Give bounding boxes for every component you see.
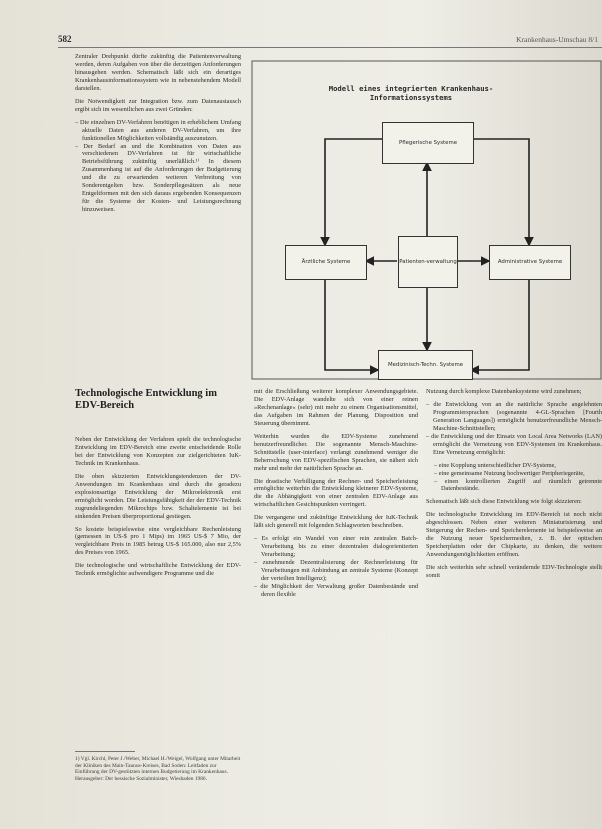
paragraph: Die technologische und wirtschaftliche Entwicklung der EDV-Technik ermöglichte aufwendigere Programme und die	[75, 562, 241, 578]
list-item: – zunehmende Dezentralisierung der Rechnerleistung für Verarbeitungen mit Anbindung an zentrale Systeme (Konzept der verteilten Intelligenz);	[254, 559, 418, 583]
sub-bullet-list	[426, 462, 602, 494]
list-item: – Es erfolgt ein Wandel von einer rein zentralen Batch-Verarbeitung bis zu einer dezentralen dialogorientierten Verarbeitung;	[254, 535, 418, 559]
paragraph: Die Notwendigkeit zur Integration bzw. zum Datenaustausch ergibt sich im wesentlichen aus zwei Gründen:	[75, 97, 241, 113]
list-item: – die Entwicklung und der Einsatz von Local Area Networks (LAN) ermöglicht die Vernetzung von EDV-Systemen im Krankenhaus. Eine Vernetzung ermöglicht:	[426, 432, 602, 456]
page-number: 582	[58, 34, 72, 44]
arrow-right-to-bottom	[471, 280, 529, 370]
arrow-top-to-right	[472, 139, 529, 245]
paragraph: Die drastische Verbilligung der Rechner- und Speicherleistung ermöglichte weiterhin die Entwicklung kleinerer EDV-Systeme, die die Abhängigkeit von einer zentralen EDV-Anlage aus wirtschaftlichen Gesichtspunkten verringert.	[254, 477, 418, 509]
figure-title-line: Informationssystems	[369, 93, 453, 102]
section-heading: Technologische Entwicklung im EDV-Bereich	[75, 388, 217, 411]
arrow-left-to-bottom	[325, 280, 378, 370]
box-administrative-systeme: Administrative Systeme	[489, 245, 571, 280]
bullet-list	[426, 401, 602, 457]
paragraph: Nutzung durch komplexe Datenbanksysteme wird zunehmen;	[426, 388, 582, 395]
paragraph: Schematisch läßt sich diese Entwicklung wie folgt skizzieren:	[426, 498, 582, 506]
paragraph: Die technologische Entwicklung im EDV-Bereich ist noch nicht abgeschlossen. Neben einer weiteren Miniaturisierung und Steigerung der Rechen- und Speicherelemente ist beispielsweise an die Nutzung neuer Speichermedien, z. B. der optischen Speicherplatten oder der Chipkarte, zu denken, die weitere Anwendungsmöglichkeiten eröffnen.	[426, 511, 602, 559]
paragraph: mit die Erschließung weiterer komplexer Anwendungsgebiete. Die EDV-Anlage wandelte sich von einer reinen »Rechenanlage« (sehr) mit mehr zu einem Organisationsmittel, das Aufgaben im Rahmen der Planung, Disposition und Steuerung übernimmt.	[254, 388, 418, 427]
list-item: – eine gemeinsame Nutzung hochwertiger Peripheriegeräte,	[434, 469, 585, 477]
list-item: – die Entwicklung von an die natürliche Sprache angelehnten Programmiersprachen (sogenannte 4-GL-Sprachen [Fourth Generation Languages]) ermöglicht benutzerfreundliche Mensch-Maschine-Schnittstellen;	[426, 400, 602, 432]
footnote: 1) Vgl. Kirchl, Peter J./Weber, Michael H./Weigel, Wolfgang unter Mitarbeit der Kliniken des Main-Taunus-Kreises, Bad Soden: Leitfaden zur Einführung der DV-gestützten internen Budgetierung im Krankenhaus. Herausgeber: Der hessische Sozialminister, Wiesbaden 1986.	[75, 756, 241, 782]
paragraph: Zentraler Drehpunkt dürfte zukünftig die Patientenverwaltung werden, deren Aufgaben von über die derzeitigen Anforderungen hinausgehen werden. Schematisch läßt sich ein derartiges Krankenhausinformationssystem wie in nebenstehendem Modell darstellen.	[75, 53, 241, 92]
paragraph: Die oben skizzierten Entwicklungstendenzen der DV-Anwendungen im Krankenhaus sind durch die geradezu explosionsartige Entwicklung der Mikroelektronik erst ermöglicht worden. Die Leistungsfähigkeit der der EDV-Technik zugrundeliegenden Mikrochips bzw. Schaltelemente ist bei sinkenden Preisen überproportional gestiegen.	[75, 472, 241, 520]
bullet-list	[75, 119, 241, 214]
paragraph: Neben der Entwicklung der Verfahren spielt die technologische Entwicklung im EDV-Bereich eine zweite entscheidende Rolle bei der Entwicklung von Konzepten zur zielgerichteten IuK-Technik im Krankenhaus.	[75, 436, 241, 467]
list-item: – die Möglichkeit der Verwaltung großer Datenbestände und deren flexible	[254, 582, 418, 598]
model-figure	[251, 60, 602, 380]
column-2	[254, 388, 418, 604]
box-aerztliche-systeme: Ärztliche Systeme	[285, 245, 367, 280]
footnote-rule	[75, 751, 135, 752]
figure-connectors	[251, 60, 602, 380]
paragraph: Die vergangene und zukünftige Entwicklung der IuK-Technik läßt sich generell mit folgenden Schlagworten beschreiben.	[254, 514, 418, 530]
box-pflegerische-systeme: Pflegerische Systeme	[382, 122, 474, 164]
figure-title	[291, 84, 531, 102]
list-item: – eine Kopplung unterschiedlicher DV-Systeme,	[434, 461, 557, 469]
box-patientenverwaltung: Patienten-verwaltung	[398, 236, 458, 288]
column-3	[426, 388, 602, 585]
list-item: – Die einzelnen DV-Verfahren benötigen in erheblichem Umfang aktuelle Daten aus anderen DV-Verfahren, um ihre funktionellen Möglichkeiten vollständig auszunutzen.	[75, 118, 241, 142]
column-1-upper	[75, 53, 241, 219]
list-item: – Der Bedarf an und die Kombination von Daten aus verschiedenen DV-Verfahren ist für wirtschaftliche Betriebsführung zukünftig unerläßlich.¹⁾ In diesem Zusammenhang ist auf die Anforderungen der Budgetierung und die zu erwartenden weiteren Verbreitung von Sonderentgelten bzw. Sonderpflegesätzen als neue Entgeltformen mit den sich daraus ergebenden Konsequenzen für die Systeme der Kosten- und Leistungsrechnung hinzuweisen.	[75, 142, 241, 214]
figure-title-line: Modell eines integrierten Krankenhaus-	[328, 84, 494, 93]
list-item: – einen kontrollierten Zugriff auf räumlich getrennte Datenbestände.	[434, 477, 602, 493]
running-head: Krankenhaus-Umschau 8/1	[516, 35, 598, 44]
paragraph: Weiterhin wurden die EDV-Systeme zunehmend benutzerfreundlicher. Die sogenannte Mensch-Maschine-Schnittstelle (user-interface) verlangt zunehmend weniger die Beherrschung von EDV-spezifischen Sprachen, sie nähert sich mehr und mehr der natürlichen Sprache an.	[254, 432, 418, 472]
arrow-top-to-left	[325, 139, 382, 245]
paragraph: Die sich weiterhin sehr schnell verändernde EDV-Technologie stellt somit	[426, 564, 602, 580]
header-rule	[58, 47, 602, 48]
page-header	[58, 34, 602, 48]
column-1-lower	[75, 436, 241, 583]
bullet-list	[254, 535, 418, 599]
box-medizinisch-techn-systeme: Medizinisch-Techn. Systeme	[378, 350, 473, 380]
paragraph: So kostete beispielsweise eine vergleichbare Rechenleistung (gemessen in US-$ pro 1 Mips) im 1965 US-$ 7 Mio, der vergleichbare Preis in 1985 betrug US-$ 165.000, also nur 2,5% des Preises von 1965.	[75, 525, 241, 557]
